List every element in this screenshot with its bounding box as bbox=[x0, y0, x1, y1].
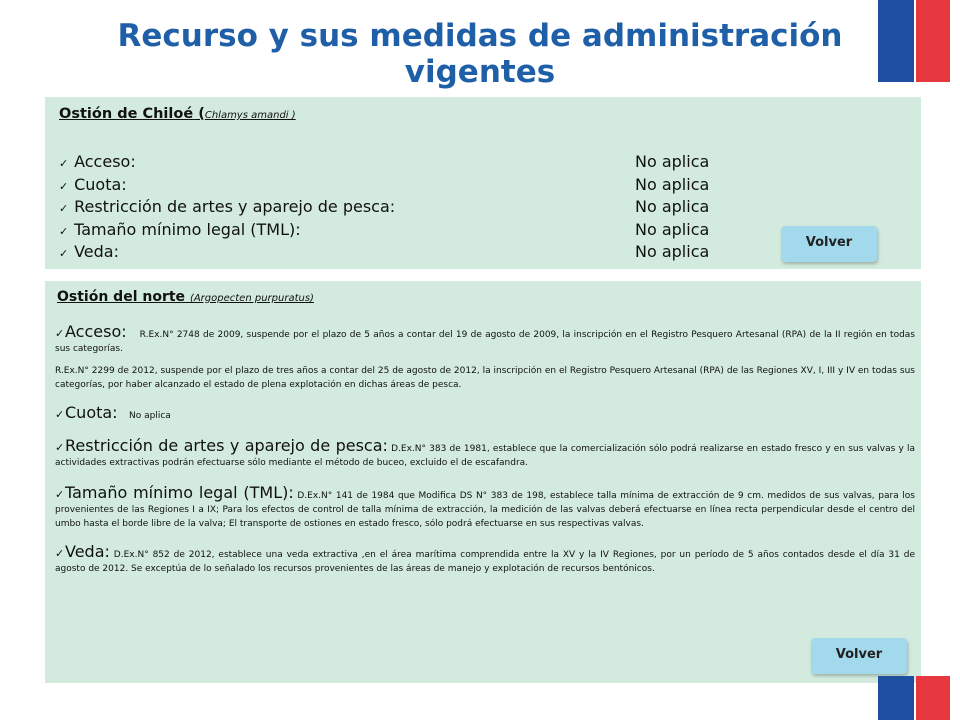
list-item bbox=[59, 152, 759, 175]
cuota-item bbox=[55, 403, 915, 423]
acceso-text-2: R.Ex.N° 2299 de 2012, suspende por el plazo de tres años a contar del 25 de agosto de 2012, la inscripción en el Registro Pesquero Artesanal (RPA) de las Regiones XV, I, III y IV en todas sus categorías, por haber alcanzado el estado de plena explotación en dichas áreas de pesca. bbox=[55, 366, 915, 390]
check-icon: ✓ bbox=[59, 224, 69, 238]
check-icon: ✓ bbox=[59, 202, 69, 215]
check-icon: ✓ bbox=[55, 488, 65, 501]
veda-item bbox=[55, 542, 915, 576]
check-icon: ✓ bbox=[55, 327, 65, 340]
artes-text: D.Ex.N° 383 de 1981, establece que la comercialización sólo podrá realizarse en estado fresco y en sus valvas y la actividades extractivas podrán efectuarse sólo mediante el método de buceo, excluido el de escafandra. bbox=[55, 444, 916, 468]
tml-text: D.Ex.N° 141 de 1984 que Modifica DS N° 383 de 198, establece talla mínima de extracción de 9 cm. medidos de sus valvas, para los provenientes de las Regiones I a IX; Para los efectos de control de talla mínima de extracción, la medición de las valvas deberá efectuarse en línea recta perpendicular desde el centro del umbo hasta el borde libre de la valva; El transporte de ostiones en estado fresco, sólo podrá efectuarse en sus respectivas valvas. bbox=[55, 491, 915, 529]
artes-item bbox=[55, 436, 916, 470]
check-icon: ✓ bbox=[59, 157, 69, 170]
resource-panel-chiloe bbox=[45, 97, 921, 269]
flag-blue-stripe bbox=[878, 676, 914, 720]
section-heading bbox=[57, 289, 915, 305]
scientific-name: Chlamys amandi ) bbox=[204, 110, 296, 121]
page-title: Recurso y sus medidas de administración vigentes bbox=[117, 18, 843, 90]
acceso-label: Acceso: bbox=[65, 322, 127, 341]
acceso-item bbox=[55, 322, 915, 356]
flag-logo-bottom bbox=[878, 676, 950, 720]
measures-list bbox=[59, 152, 759, 265]
list-item bbox=[59, 242, 759, 265]
section-heading bbox=[59, 106, 296, 122]
volver-button[interactable]: Volver bbox=[781, 226, 877, 262]
flag-blue-stripe bbox=[878, 0, 914, 82]
measure-value: No aplica bbox=[635, 219, 710, 239]
measure-value: No aplica bbox=[635, 242, 710, 261]
volver-button[interactable]: Volver bbox=[811, 638, 907, 674]
check-icon: ✓ bbox=[55, 547, 65, 560]
measure-value: No aplica bbox=[635, 197, 710, 216]
cuota-text: No aplica bbox=[129, 411, 171, 421]
check-icon: ✓ bbox=[59, 247, 69, 260]
acceso-text: R.Ex.N° 2748 de 2009, suspende por el plazo de 5 años a contar del 19 de agosto de 2009, la inscripción en el Registro Pesquero Artesanal (RPA) de la II región en todas sus categorías. bbox=[55, 330, 915, 354]
resource-panel-norte bbox=[45, 281, 921, 683]
flag-red-stripe bbox=[916, 676, 950, 720]
check-icon: ✓ bbox=[59, 179, 69, 193]
veda-text: D.Ex.N° 852 de 2012, establece una veda extractiva ,en el área marítima comprendida entre la XV y la IV Regiones, por un período de 5 años contados desde el día 31 de agosto de 2012. Se exceptúa de lo señalado los recursos provenientes de las áreas de manejo y explotación de recursos bentónicos. bbox=[55, 550, 915, 574]
cuota-label: Cuota: bbox=[65, 403, 118, 422]
scientific-name: (Argopecten purpuratus) bbox=[189, 293, 314, 304]
list-item bbox=[59, 220, 759, 243]
check-icon: ✓ bbox=[55, 408, 65, 421]
measure-value: No aplica bbox=[635, 174, 710, 194]
measure-label: Veda: bbox=[74, 242, 119, 261]
resource-name: Ostión del norte bbox=[57, 289, 186, 305]
paren: ( bbox=[193, 106, 205, 122]
measure-value: No aplica bbox=[635, 152, 710, 171]
measure-label: Acceso: bbox=[74, 152, 136, 171]
measure-label: Cuota: bbox=[74, 174, 127, 194]
flag-red-stripe bbox=[916, 0, 950, 82]
check-icon: ✓ bbox=[55, 441, 65, 454]
tml-label: Tamaño mínimo legal (TML): bbox=[65, 483, 294, 502]
artes-label: Restricción de artes y aparejo de pesca: bbox=[65, 436, 388, 455]
flag-logo-top bbox=[878, 0, 950, 82]
list-item bbox=[59, 197, 759, 220]
list-item bbox=[59, 175, 759, 198]
measure-label: Restricción de artes y aparejo de pesca: bbox=[74, 197, 396, 216]
measure-label: Tamaño mínimo legal (TML): bbox=[74, 219, 301, 239]
tml-item bbox=[55, 483, 915, 531]
veda-label: Veda: bbox=[65, 542, 110, 561]
resource-name: Ostión de Chiloé bbox=[59, 106, 194, 122]
panel-body bbox=[55, 289, 915, 576]
